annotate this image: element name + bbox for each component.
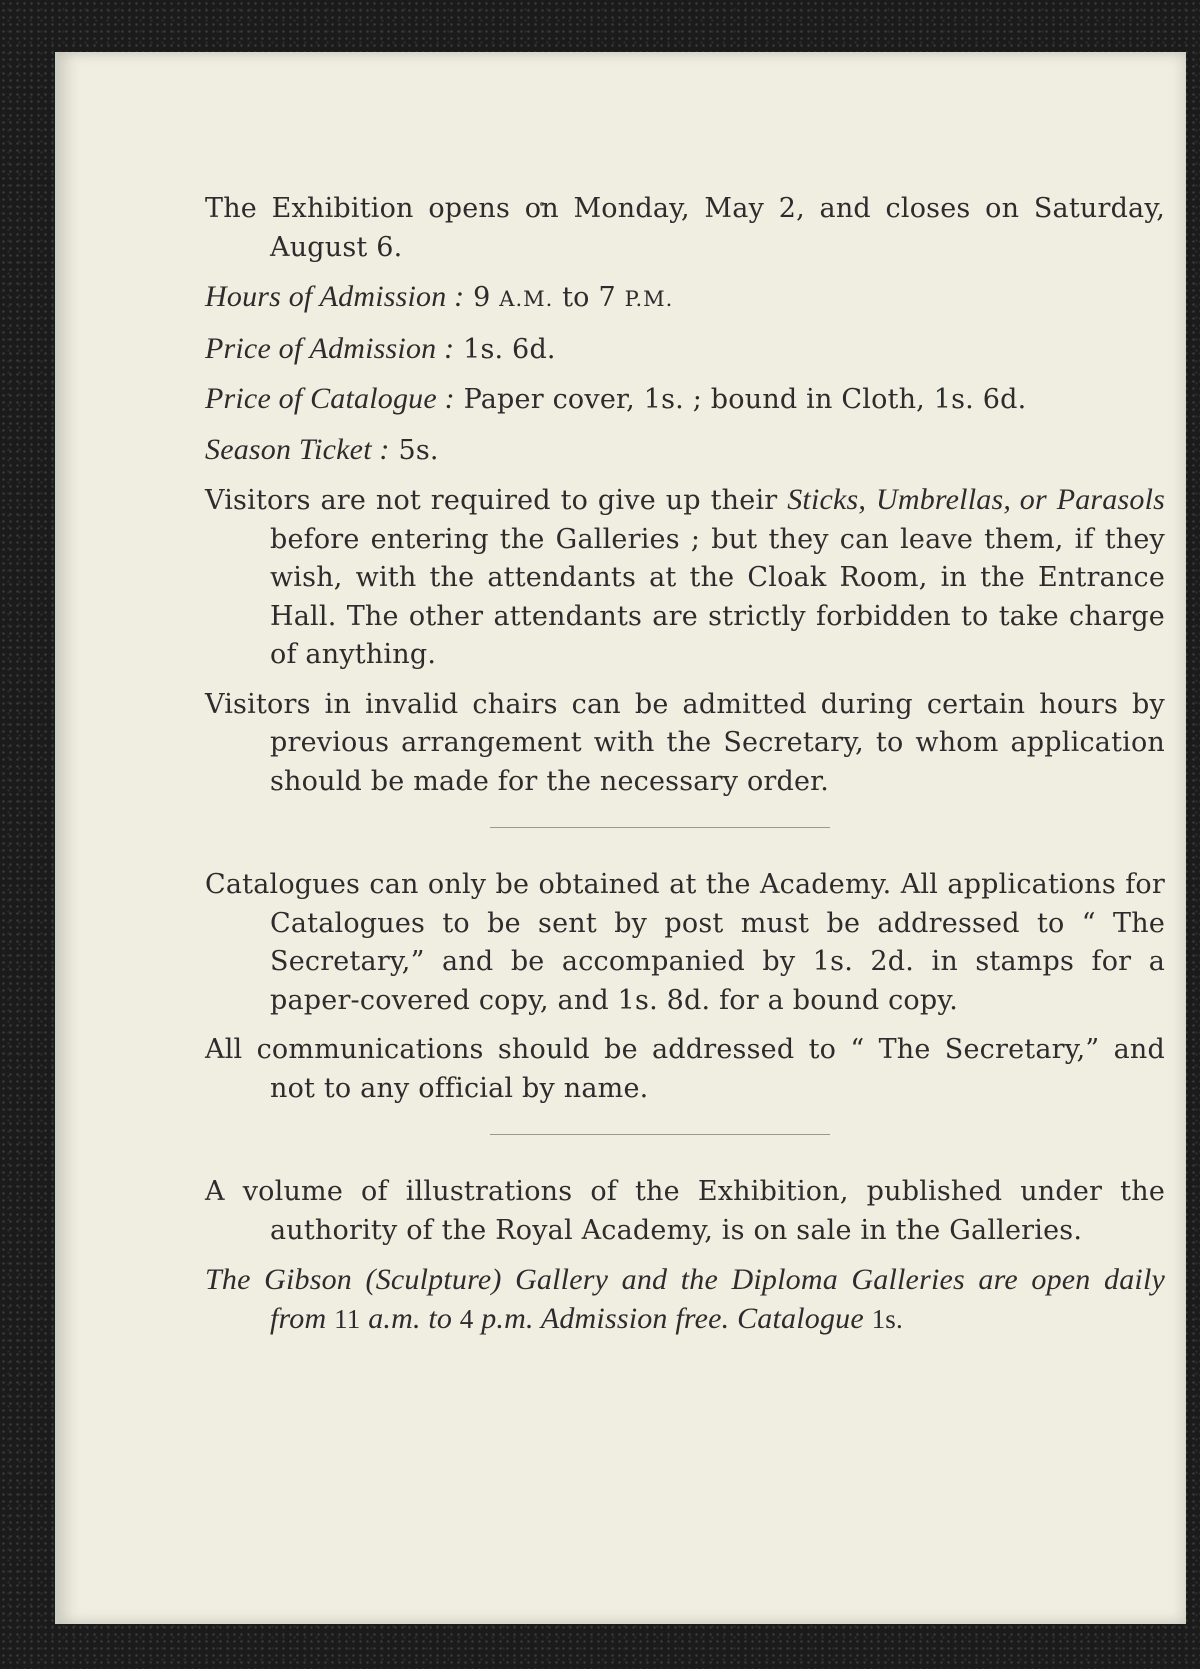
price-admission-value: 1s. 6d. — [463, 333, 556, 365]
exhibition-dates: The Exhibition opens on Monday, May 2, and closes on Saturday, August 6. — [205, 193, 1165, 263]
hours-open-unit: A.M. — [499, 287, 554, 311]
season-ticket — [205, 431, 1165, 471]
season-ticket-label: Season Ticket : — [205, 432, 390, 466]
catalogues-notice: Catalogues can only be obtained at the Academy. All applications for Catalogues to be sent by post must be addressed to “ The Secretary,” and be accompanied by 1s. 2d. in stamps for a paper-covered copy, and 1s. 8d. for a bound copy. — [205, 869, 1165, 1016]
hours-close: 7 — [598, 282, 616, 313]
price-catalogue-value: Paper cover, 1s. ; bound in Cloth, 1s. 6d. — [463, 384, 1027, 415]
illustrations-volume-notice: A volume of illustrations of the Exhibition, published under the authority of the Royal Academy, is on sale in the Galleries. — [205, 1176, 1165, 1246]
parasols-word: Parasols — [1056, 483, 1165, 516]
gibson-hours-from: 11 — [334, 1303, 361, 1334]
catalogue-page — [55, 52, 1186, 1624]
gibson-pm: p.m. Admission free. Catalogue — [481, 1301, 864, 1335]
section-divider — [490, 1134, 830, 1135]
gibson-hours-to: 4 — [459, 1303, 474, 1334]
hours-of-admission — [205, 278, 1165, 319]
price-catalogue-label: Price of Catalogue : — [205, 382, 455, 415]
price-of-admission — [205, 330, 1165, 370]
communications-notice: All communications should be addressed to “ The Secretary,” and not to any official by name. — [205, 1034, 1165, 1104]
gibson-am: a.m. to — [368, 1301, 453, 1335]
sticks-word: Sticks, — [787, 483, 867, 516]
gibson-lead: The Gibson (Sculpture) Gallery and the Diploma Galleries are open daily from — [205, 1263, 1165, 1335]
sticks-pre: Visitors are not required to give up their — [205, 485, 778, 516]
price-of-catalogue — [205, 380, 1165, 420]
umbrellas-word: Umbrellas, or — [875, 483, 1047, 516]
sticks-umbrellas-notice — [205, 481, 1165, 675]
invalid-chairs-notice: Visitors in invalid chairs can be admitted during certain hours by previous arrangement with the Secretary, to whom application should be made for the necessary order. — [205, 688, 1165, 797]
section-divider — [490, 827, 830, 828]
gibson-gallery-notice — [205, 1261, 1165, 1338]
hours-label: Hours of Admission : — [205, 280, 465, 313]
hours-open: 9 — [473, 282, 491, 313]
sticks-post: before entering the Galleries ; but they can leave them, if they wish, with the attendants at the Cloak Room, in the Entrance Hall. The other attendants are strictly forbidden to take charge of anything. — [270, 523, 1165, 670]
hours-to: to — [562, 282, 590, 313]
price-admission-label: Price of Admission : — [205, 331, 455, 365]
notice-text — [205, 190, 1165, 1349]
season-ticket-value: 5s. — [398, 434, 439, 466]
hours-close-unit: P.M. — [624, 287, 674, 311]
gibson-price: 1s. — [871, 1303, 903, 1334]
